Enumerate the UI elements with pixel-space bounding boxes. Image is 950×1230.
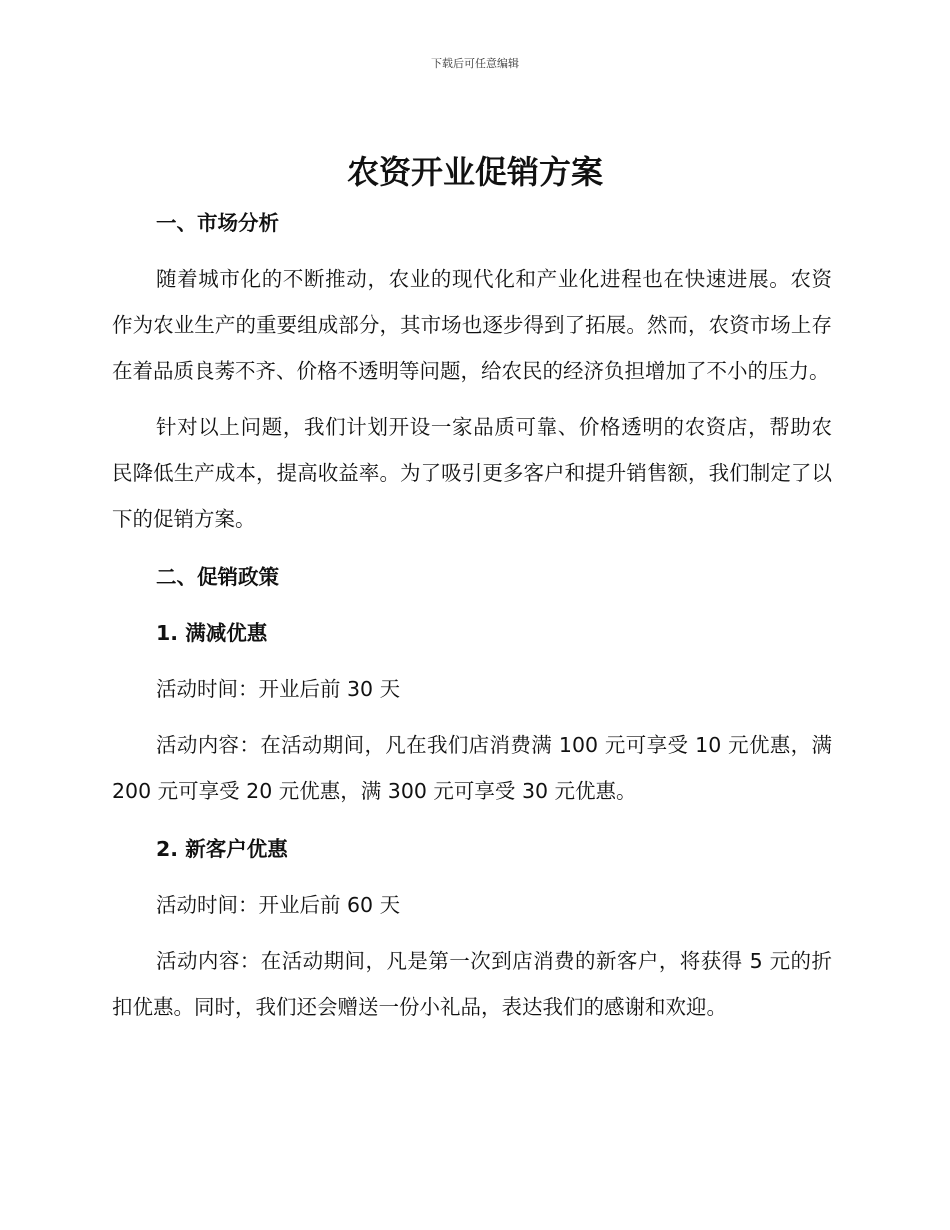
paragraph-market-analysis-1: 随着城市化的不断推动，农业的现代化和产业化进程也在快速进展。农资作为农业生产的重要组成部分，其市场也逐步得到了拓展。然而，农资市场上存在着品质良莠不齐、价格不透明等问题，给农民的经济负担增加了不小的压力。 (112, 267, 832, 383)
paragraph-new-customer-content: 活动内容：在活动期间，凡是第一次到店消费的新客户，将获得 5 元的折扣优惠。同时，我们还会赠送一份小礼品，表达我们的感谢和欢迎。 (112, 949, 832, 1019)
section-heading-market-analysis: 一、市场分析 (156, 211, 279, 235)
paragraph-discount-time: 活动时间：开业后前 30 天 (156, 677, 401, 701)
subheading-new-customer: 2. 新客户优惠 (156, 837, 288, 861)
document-body (112, 200, 832, 1030)
paragraph-discount-content: 活动内容：在活动期间，凡在我们店消费满 100 元可享受 10 元优惠，满 200 元可享受 20 元优惠，满 300 元可享受 30 元优惠。 (112, 733, 832, 803)
paragraph-new-customer-time: 活动时间：开业后前 60 天 (156, 893, 401, 917)
header-note: 下载后可任意编辑 (431, 57, 519, 70)
paragraph-market-analysis-2: 针对以上问题，我们计划开设一家品质可靠、价格透明的农资店，帮助农民降低生产成本，提高收益率。为了吸引更多客户和提升销售额，我们制定了以下的促销方案。 (112, 415, 832, 531)
subheading-discount: 1. 满减优惠 (156, 621, 268, 645)
section-heading-promotion-policy: 二、促销政策 (156, 565, 279, 589)
document-title: 农资开业促销方案 (346, 153, 603, 191)
